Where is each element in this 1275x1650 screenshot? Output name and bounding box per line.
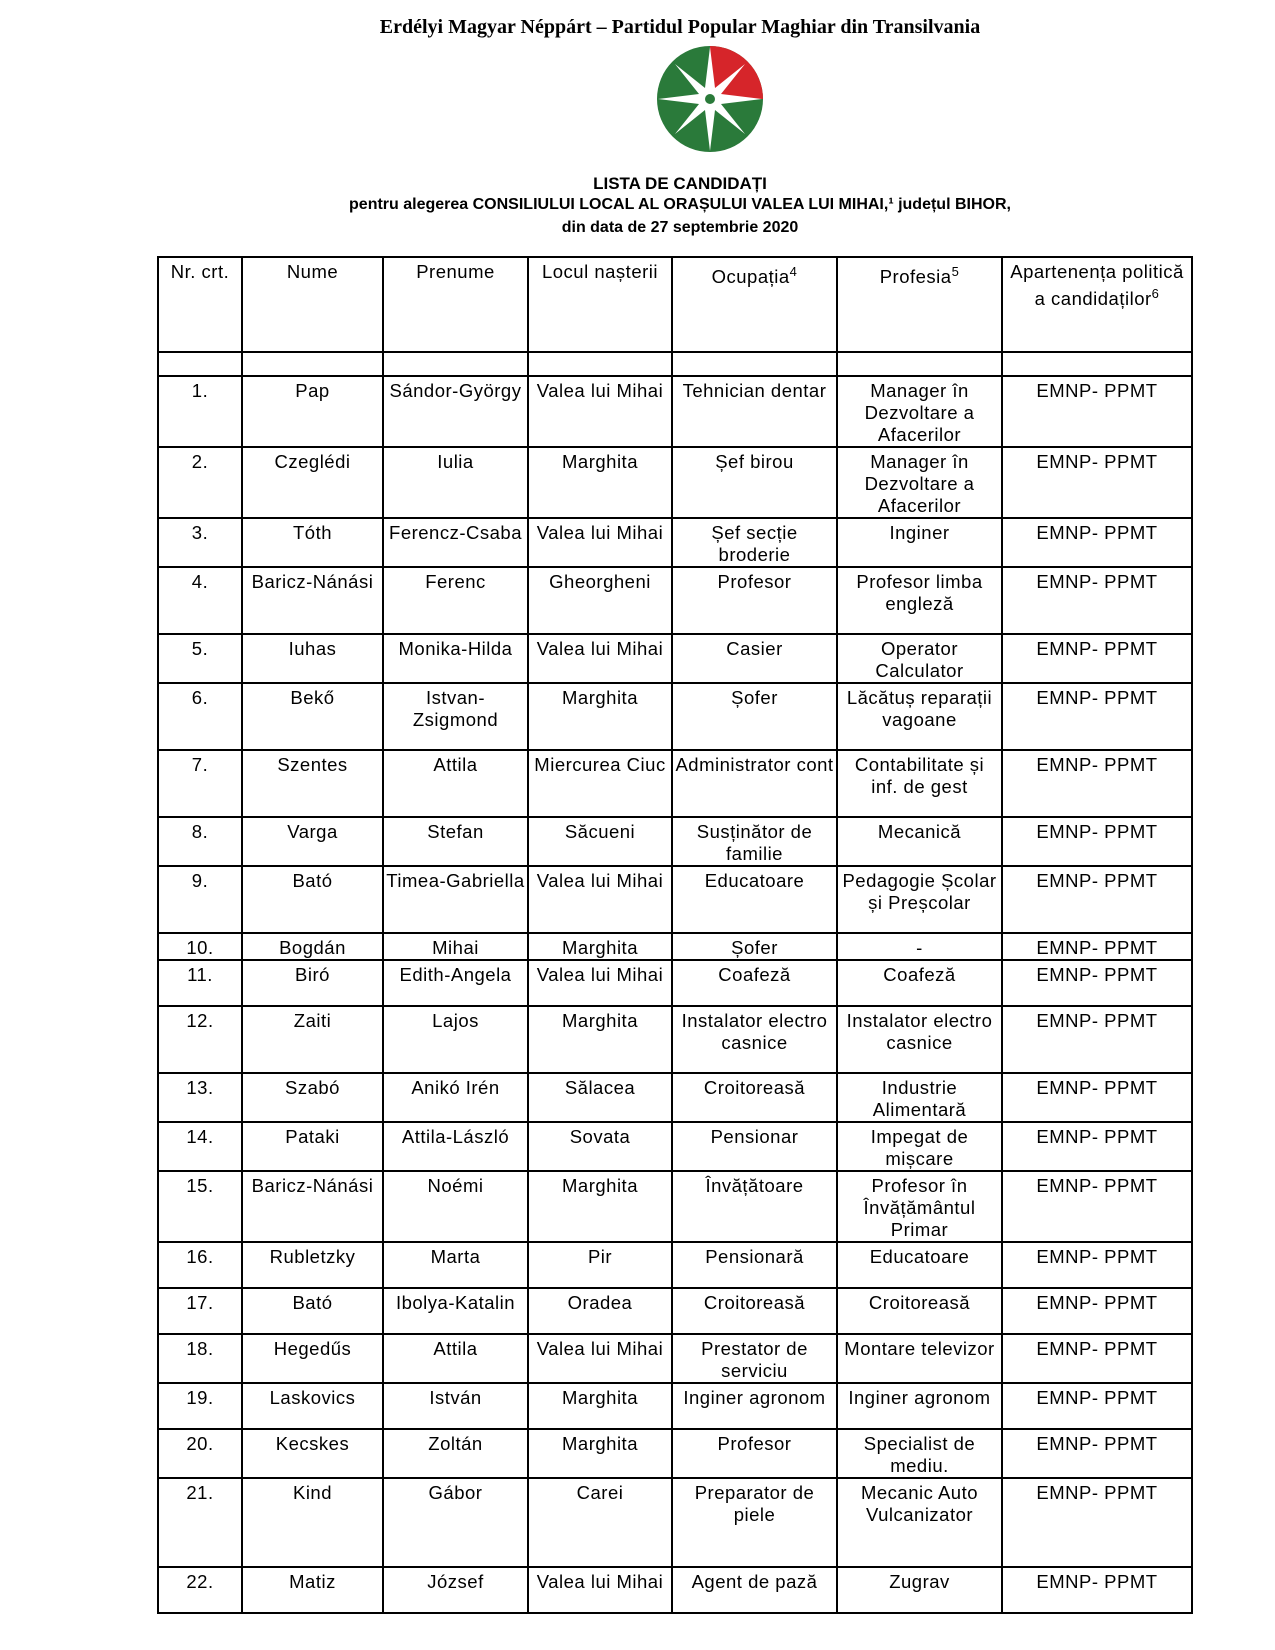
table-row — [158, 1567, 1192, 1613]
cell-nume: Kind — [242, 1478, 383, 1567]
cell-ocupatia: Șofer — [672, 683, 837, 750]
table-row — [158, 1242, 1192, 1288]
cell-nr: 15. — [158, 1171, 242, 1242]
cell-nr: 6. — [158, 683, 242, 750]
table-row — [158, 683, 1192, 750]
cell-nr: 18. — [158, 1334, 242, 1383]
cell-nr: 16. — [158, 1242, 242, 1288]
cell-nr: 17. — [158, 1288, 242, 1334]
cell-nr: 5. — [158, 634, 242, 683]
cell-prenume: Gábor — [383, 1478, 528, 1567]
cell-apartenenta: EMNP- PPMT — [1002, 1122, 1192, 1171]
cell-apartenenta: EMNP- PPMT — [1002, 1171, 1192, 1242]
cell-ocupatia: Profesor — [672, 1429, 837, 1478]
document-subtitle: pentru alegerea CONSILIULUI LOCAL AL ORAȘULUI VALEA LUI MIHAI,¹ județul BIHOR, — [349, 196, 1011, 213]
column-header-locul-nasterii: Locul nașterii — [528, 257, 672, 352]
table-row — [158, 1171, 1192, 1242]
cell-locul-nasterii: Oradea — [528, 1288, 672, 1334]
cell-nr: 4. — [158, 567, 242, 634]
table-row — [158, 376, 1192, 447]
cell-ocupatia: Instalator electro casnice — [672, 1006, 837, 1073]
table-row — [158, 933, 1192, 960]
cell-apartenenta: EMNP- PPMT — [1002, 376, 1192, 447]
cell-prenume: Marta — [383, 1242, 528, 1288]
cell-apartenenta: EMNP- PPMT — [1002, 866, 1192, 933]
cell-ocupatia: Susținător de familie — [672, 817, 837, 866]
cell-nume: Pap — [242, 376, 383, 447]
cell-nume: Varga — [242, 817, 383, 866]
cell-nume: Laskovics — [242, 1383, 383, 1429]
cell-apartenenta: EMNP- PPMT — [1002, 1006, 1192, 1073]
table-header-row — [158, 257, 1192, 352]
cell-apartenenta: EMNP- PPMT — [1002, 1073, 1192, 1122]
cell-profesia: Pedagogie Școlar și Preșcolar — [837, 866, 1002, 933]
cell-nume: Baricz-Nánási — [242, 1171, 383, 1242]
cell-profesia: Profesor limba engleză — [837, 567, 1002, 634]
cell-apartenenta: EMNP- PPMT — [1002, 817, 1192, 866]
cell-nume: Zaiti — [242, 1006, 383, 1073]
cell-profesia: Industrie Alimentară — [837, 1073, 1002, 1122]
cell-nr: 8. — [158, 817, 242, 866]
cell-nr: 11. — [158, 960, 242, 1006]
cell-apartenenta: EMNP- PPMT — [1002, 1429, 1192, 1478]
cell-nr: 22. — [158, 1567, 242, 1613]
cell-prenume: Ferencz-Csaba — [383, 518, 528, 567]
cell-prenume: Monika-Hilda — [383, 634, 528, 683]
cell-nume: Biró — [242, 960, 383, 1006]
logo-center-dot — [705, 94, 715, 104]
table-row — [158, 1073, 1192, 1122]
cell-nr: 1. — [158, 376, 242, 447]
cell-nr: 21. — [158, 1478, 242, 1567]
table-row — [158, 1334, 1192, 1383]
cell-locul-nasterii: Valea lui Mihai — [528, 1334, 672, 1383]
cell-locul-nasterii: Sălacea — [528, 1073, 672, 1122]
cell-apartenenta: EMNP- PPMT — [1002, 447, 1192, 518]
cell-nume: Kecskes — [242, 1429, 383, 1478]
document-date: din data de 27 septembrie 2020 — [561, 219, 799, 236]
table-row — [158, 817, 1192, 866]
cell-nume: Szabó — [242, 1073, 383, 1122]
cell-ocupatia: Șef secție broderie — [672, 518, 837, 567]
cell-locul-nasterii: Miercurea Ciuc — [528, 750, 672, 817]
cell-profesia: Coafeză — [837, 960, 1002, 1006]
cell-prenume: Noémi — [383, 1171, 528, 1242]
cell-locul-nasterii: Marghita — [528, 1006, 672, 1073]
cell-nume: Czeglédi — [242, 447, 383, 518]
footnote-mark: 4 — [789, 264, 798, 279]
cell-prenume: Lajos — [383, 1006, 528, 1073]
cell-profesia: Montare televizor — [837, 1334, 1002, 1383]
cell-nr: 19. — [158, 1383, 242, 1429]
table-row — [158, 750, 1192, 817]
cell-apartenenta: EMNP- PPMT — [1002, 933, 1192, 960]
cell-profesia: Contabilitate și inf. de gest — [837, 750, 1002, 817]
cell-profesia: Lăcătuș reparații vagoane — [837, 683, 1002, 750]
table-row — [158, 1478, 1192, 1567]
cell-prenume: Istvan-Zsigmond — [383, 683, 528, 750]
cell-prenume: Anikó Irén — [383, 1073, 528, 1122]
cell-profesia: Manager în Dezvoltare a Afacerilor — [837, 447, 1002, 518]
cell-nr: 14. — [158, 1122, 242, 1171]
blank-row — [158, 352, 1192, 376]
cell-profesia: Manager în Dezvoltare a Afacerilor — [837, 376, 1002, 447]
cell-prenume: Attila-László — [383, 1122, 528, 1171]
table-row — [158, 1288, 1192, 1334]
cell-ocupatia: Prestator de serviciu — [672, 1334, 837, 1383]
cell-prenume: Mihai — [383, 933, 528, 960]
cell-apartenenta: EMNP- PPMT — [1002, 1383, 1192, 1429]
cell-nr: 10. — [158, 933, 242, 960]
cell-nume: Iuhas — [242, 634, 383, 683]
cell-ocupatia: Șofer — [672, 933, 837, 960]
column-header-profesia: Profesia$^5$ — [837, 257, 1002, 352]
cell-profesia: Educatoare — [837, 1242, 1002, 1288]
cell-prenume: Stefan — [383, 817, 528, 866]
cell-profesia: Croitoreasă — [837, 1288, 1002, 1334]
cell-locul-nasterii: Valea lui Mihai — [528, 376, 672, 447]
cell-ocupatia: Agent de pază — [672, 1567, 837, 1613]
cell-apartenenta: EMNP- PPMT — [1002, 1567, 1192, 1613]
cell-profesia: - — [837, 933, 1002, 960]
cell-nume: Bogdán — [242, 933, 383, 960]
column-header-ocupatia: Ocupația$^4$ — [672, 257, 837, 352]
cell-ocupatia: Șef birou — [672, 447, 837, 518]
footnote-mark: 6 — [1151, 286, 1160, 301]
cell-apartenenta: EMNP- PPMT — [1002, 1478, 1192, 1567]
cell-locul-nasterii: Valea lui Mihai — [528, 634, 672, 683]
cell-nr: 7. — [158, 750, 242, 817]
cell-ocupatia: Învățătoare — [672, 1171, 837, 1242]
cell-locul-nasterii: Valea lui Mihai — [528, 1567, 672, 1613]
column-header-apartenenta: Apartenența politică a candidaților$^6$ — [1002, 257, 1192, 352]
column-header-nr: Nr. crt. — [158, 257, 242, 352]
cell-nr: 2. — [158, 447, 242, 518]
cell-prenume: Timea-Gabriella — [383, 866, 528, 933]
table-body — [158, 352, 1192, 1613]
cell-locul-nasterii: Marghita — [528, 933, 672, 960]
column-header-prenume: Prenume — [383, 257, 528, 352]
party-name: Erdélyi Magyar Néppárt – Partidul Popular Maghiar din Transilvania — [379, 16, 981, 38]
table-row — [158, 960, 1192, 1006]
cell-profesia: Operator Calculator — [837, 634, 1002, 683]
cell-nr: 9. — [158, 866, 242, 933]
cell-apartenenta: EMNP- PPMT — [1002, 750, 1192, 817]
cell-prenume: Ferenc — [383, 567, 528, 634]
table-row — [158, 1429, 1192, 1478]
cell-locul-nasterii: Marghita — [528, 1171, 672, 1242]
cell-prenume: Iulia — [383, 447, 528, 518]
cell-prenume: Attila — [383, 1334, 528, 1383]
cell-ocupatia: Coafeză — [672, 960, 837, 1006]
candidates-table — [157, 256, 1193, 1614]
cell-ocupatia: Educatoare — [672, 866, 837, 933]
cell-nume: Bató — [242, 866, 383, 933]
cell-nume: Baricz-Nánási — [242, 567, 383, 634]
cell-locul-nasterii: Valea lui Mihai — [528, 960, 672, 1006]
cell-ocupatia: Tehnician dentar — [672, 376, 837, 447]
cell-nr: 20. — [158, 1429, 242, 1478]
cell-nume: Matiz — [242, 1567, 383, 1613]
cell-apartenenta: EMNP- PPMT — [1002, 567, 1192, 634]
cell-prenume: József — [383, 1567, 528, 1613]
table-row — [158, 1383, 1192, 1429]
cell-prenume: István — [383, 1383, 528, 1429]
cell-profesia: Profesor în Învățământul Primar — [837, 1171, 1002, 1242]
cell-ocupatia: Preparator de piele — [672, 1478, 837, 1567]
cell-locul-nasterii: Pir — [528, 1242, 672, 1288]
cell-ocupatia: Croitoreasă — [672, 1288, 837, 1334]
table-row — [158, 634, 1192, 683]
cell-ocupatia: Croitoreasă — [672, 1073, 837, 1122]
cell-apartenenta: EMNP- PPMT — [1002, 518, 1192, 567]
cell-profesia: Instalator electro casnice — [837, 1006, 1002, 1073]
party-logo — [655, 44, 765, 154]
cell-apartenenta: EMNP- PPMT — [1002, 960, 1192, 1006]
cell-locul-nasterii: Marghita — [528, 447, 672, 518]
document-title: LISTA DE CANDIDAȚI — [593, 174, 767, 193]
cell-profesia: Mecanică — [837, 817, 1002, 866]
cell-prenume: Ibolya-Katalin — [383, 1288, 528, 1334]
cell-apartenenta: EMNP- PPMT — [1002, 683, 1192, 750]
cell-profesia: Specialist de mediu. — [837, 1429, 1002, 1478]
cell-locul-nasterii: Valea lui Mihai — [528, 518, 672, 567]
cell-profesia: Zugrav — [837, 1567, 1002, 1613]
cell-locul-nasterii: Valea lui Mihai — [528, 866, 672, 933]
cell-nume: Tóth — [242, 518, 383, 567]
cell-locul-nasterii: Marghita — [528, 683, 672, 750]
cell-profesia: Impegat de mișcare — [837, 1122, 1002, 1171]
cell-locul-nasterii: Sovata — [528, 1122, 672, 1171]
cell-profesia: Inginer — [837, 518, 1002, 567]
cell-nume: Rubletzky — [242, 1242, 383, 1288]
cell-nume: Bekő — [242, 683, 383, 750]
cell-nr: 13. — [158, 1073, 242, 1122]
cell-ocupatia: Administrator cont — [672, 750, 837, 817]
cell-ocupatia: Inginer agronom — [672, 1383, 837, 1429]
table-row — [158, 567, 1192, 634]
cell-nr: 3. — [158, 518, 242, 567]
cell-locul-nasterii: Marghita — [528, 1383, 672, 1429]
column-header-nume: Nume — [242, 257, 383, 352]
cell-nume: Bató — [242, 1288, 383, 1334]
cell-apartenenta: EMNP- PPMT — [1002, 1334, 1192, 1383]
cell-ocupatia: Profesor — [672, 567, 837, 634]
cell-apartenenta: EMNP- PPMT — [1002, 1242, 1192, 1288]
cell-locul-nasterii: Marghita — [528, 1429, 672, 1478]
table-row — [158, 518, 1192, 567]
cell-prenume: Attila — [383, 750, 528, 817]
footnote-mark: 5 — [951, 264, 960, 279]
cell-prenume: Sándor-György — [383, 376, 528, 447]
table-row — [158, 447, 1192, 518]
cell-prenume: Edith-Angela — [383, 960, 528, 1006]
cell-ocupatia: Casier — [672, 634, 837, 683]
cell-ocupatia: Pensionar — [672, 1122, 837, 1171]
cell-nr: 12. — [158, 1006, 242, 1073]
table-row — [158, 1006, 1192, 1073]
cell-locul-nasterii: Săcueni — [528, 817, 672, 866]
cell-locul-nasterii: Carei — [528, 1478, 672, 1567]
table-row — [158, 866, 1192, 933]
cell-profesia: Inginer agronom — [837, 1383, 1002, 1429]
cell-apartenenta: EMNP- PPMT — [1002, 1288, 1192, 1334]
cell-apartenenta: EMNP- PPMT — [1002, 634, 1192, 683]
table-row — [158, 1122, 1192, 1171]
cell-nume: Pataki — [242, 1122, 383, 1171]
cell-ocupatia: Pensionară — [672, 1242, 837, 1288]
cell-prenume: Zoltán — [383, 1429, 528, 1478]
cell-locul-nasterii: Gheorgheni — [528, 567, 672, 634]
cell-profesia: Mecanic Auto Vulcanizator — [837, 1478, 1002, 1567]
cell-nume: Hegedűs — [242, 1334, 383, 1383]
cell-nume: Szentes — [242, 750, 383, 817]
